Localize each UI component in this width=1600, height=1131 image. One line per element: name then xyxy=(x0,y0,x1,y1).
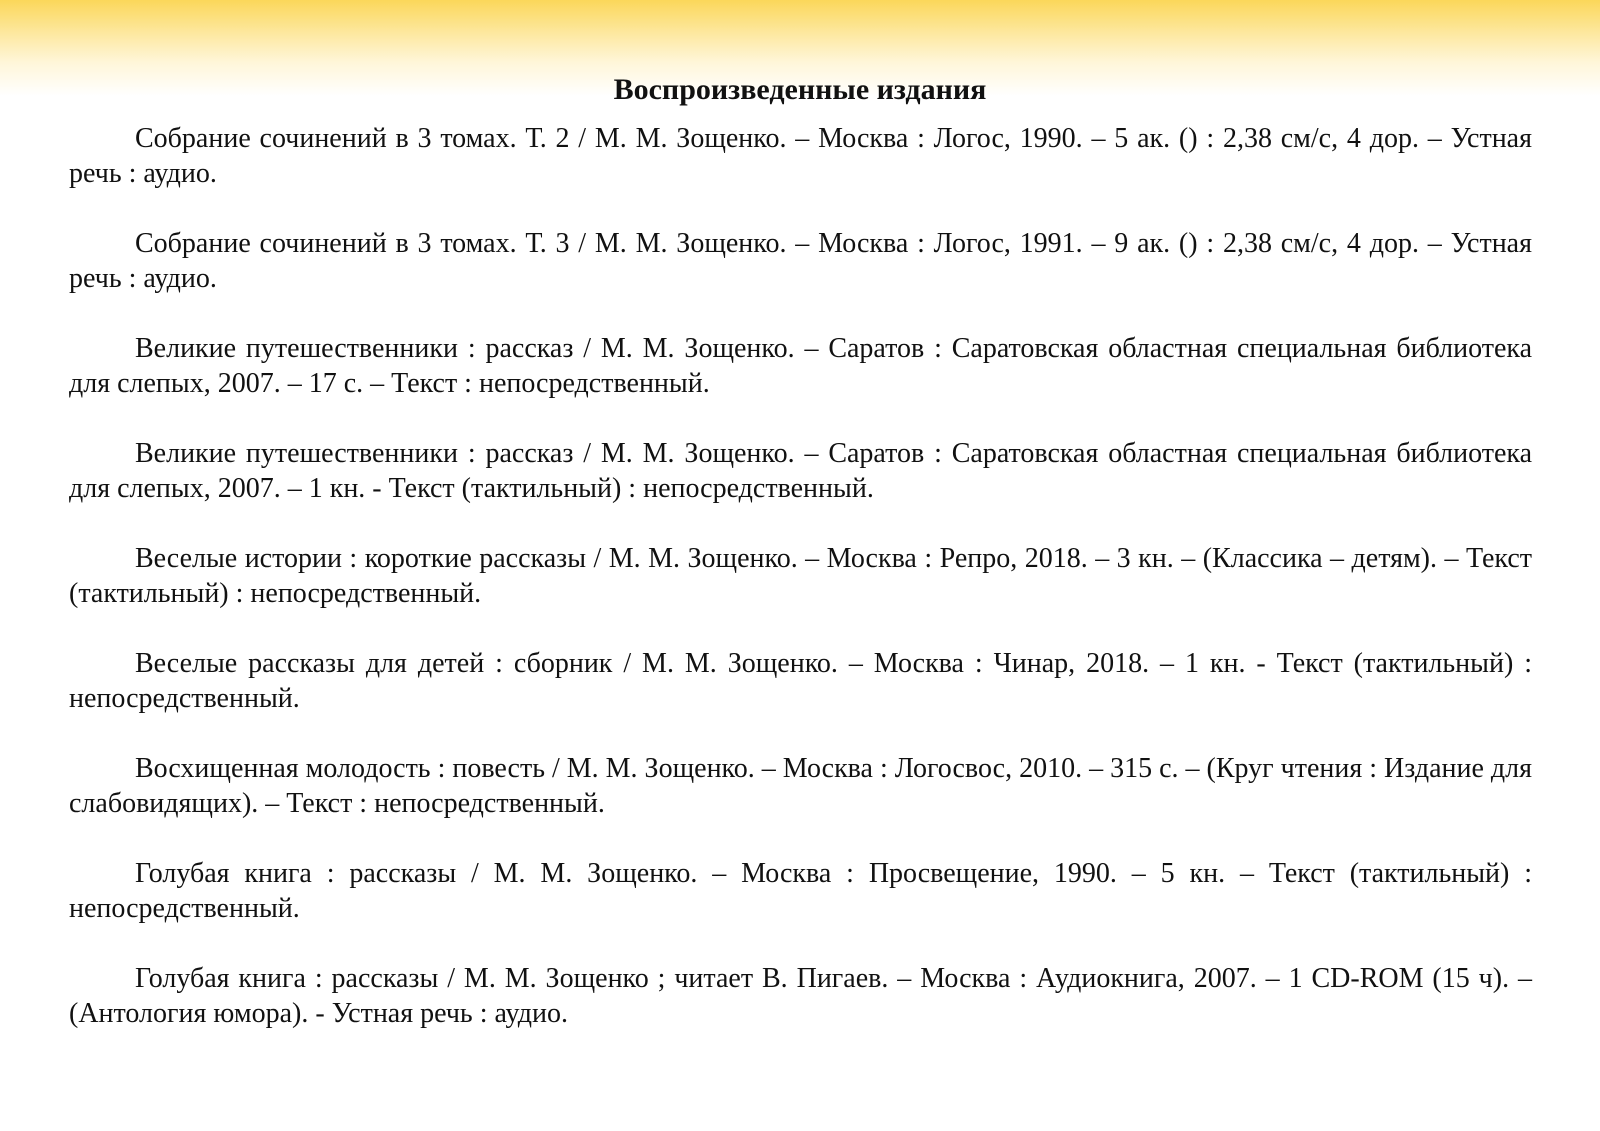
bibliography-entry: Веселые рассказы для детей : сборник / М. М. Зощенко. – Москва : Чинар, 2018. – 1 кн. - Текст (тактильный) : непосредственный. xyxy=(69,648,1532,714)
bibliography-entry: Голубая книга : рассказы / М. М. Зощенко ; читает В. Пигаев. – Москва : Аудиокнига, 2007. – 1 CD-ROM (15 ч). – (Антология юмора). - Устная речь : аудио. xyxy=(69,963,1532,1029)
bibliography-list xyxy=(69,121,1532,1066)
bibliography-entry: Восхищенная молодость : повесть / М. М. Зощенко. – Москва : Логосвос, 2010. – 315 с. – (Круг чтения : Издание для слабовидящих). – Текст : непосредственный. xyxy=(69,753,1532,819)
bibliography-entry: Собрание сочинений в 3 томах. Т. 2 / М. М. Зощенко. – Москва : Логос, 1990. – 5 ак. () : 2,38 см/с, 4 дор. – Устная речь : аудио. xyxy=(69,123,1532,189)
bibliography-entry: Великие путешественники : рассказ / М. М. Зощенко. – Саратов : Саратовская областная специальная библиотека для слепых, 2007. – 17 с. – Текст : непосредственный. xyxy=(69,333,1532,399)
bibliography-entry: Веселые истории : короткие рассказы / М. М. Зощенко. – Москва : Репро, 2018. – 3 кн. – (Классика – детям). – Текст (тактильный) : непосредственный. xyxy=(69,543,1532,609)
bibliography-entry: Собрание сочинений в 3 томах. Т. 3 / М. М. Зощенко. – Москва : Логос, 1991. – 9 ак. () : 2,38 см/с, 4 дор. – Устная речь : аудио. xyxy=(69,228,1532,294)
bibliography-entry: Великие путешественники : рассказ / М. М. Зощенко. – Саратов : Саратовская областная специальная библиотека для слепых, 2007. – 1 кн. - Текст (тактильный) : непосредственный. xyxy=(69,438,1532,504)
bibliography-entry: Голубая книга : рассказы / М. М. Зощенко. – Москва : Просвещение, 1990. – 5 кн. – Текст (тактильный) : непосредственный. xyxy=(69,858,1532,924)
page-title: Воспроизведенные издания xyxy=(613,73,987,106)
